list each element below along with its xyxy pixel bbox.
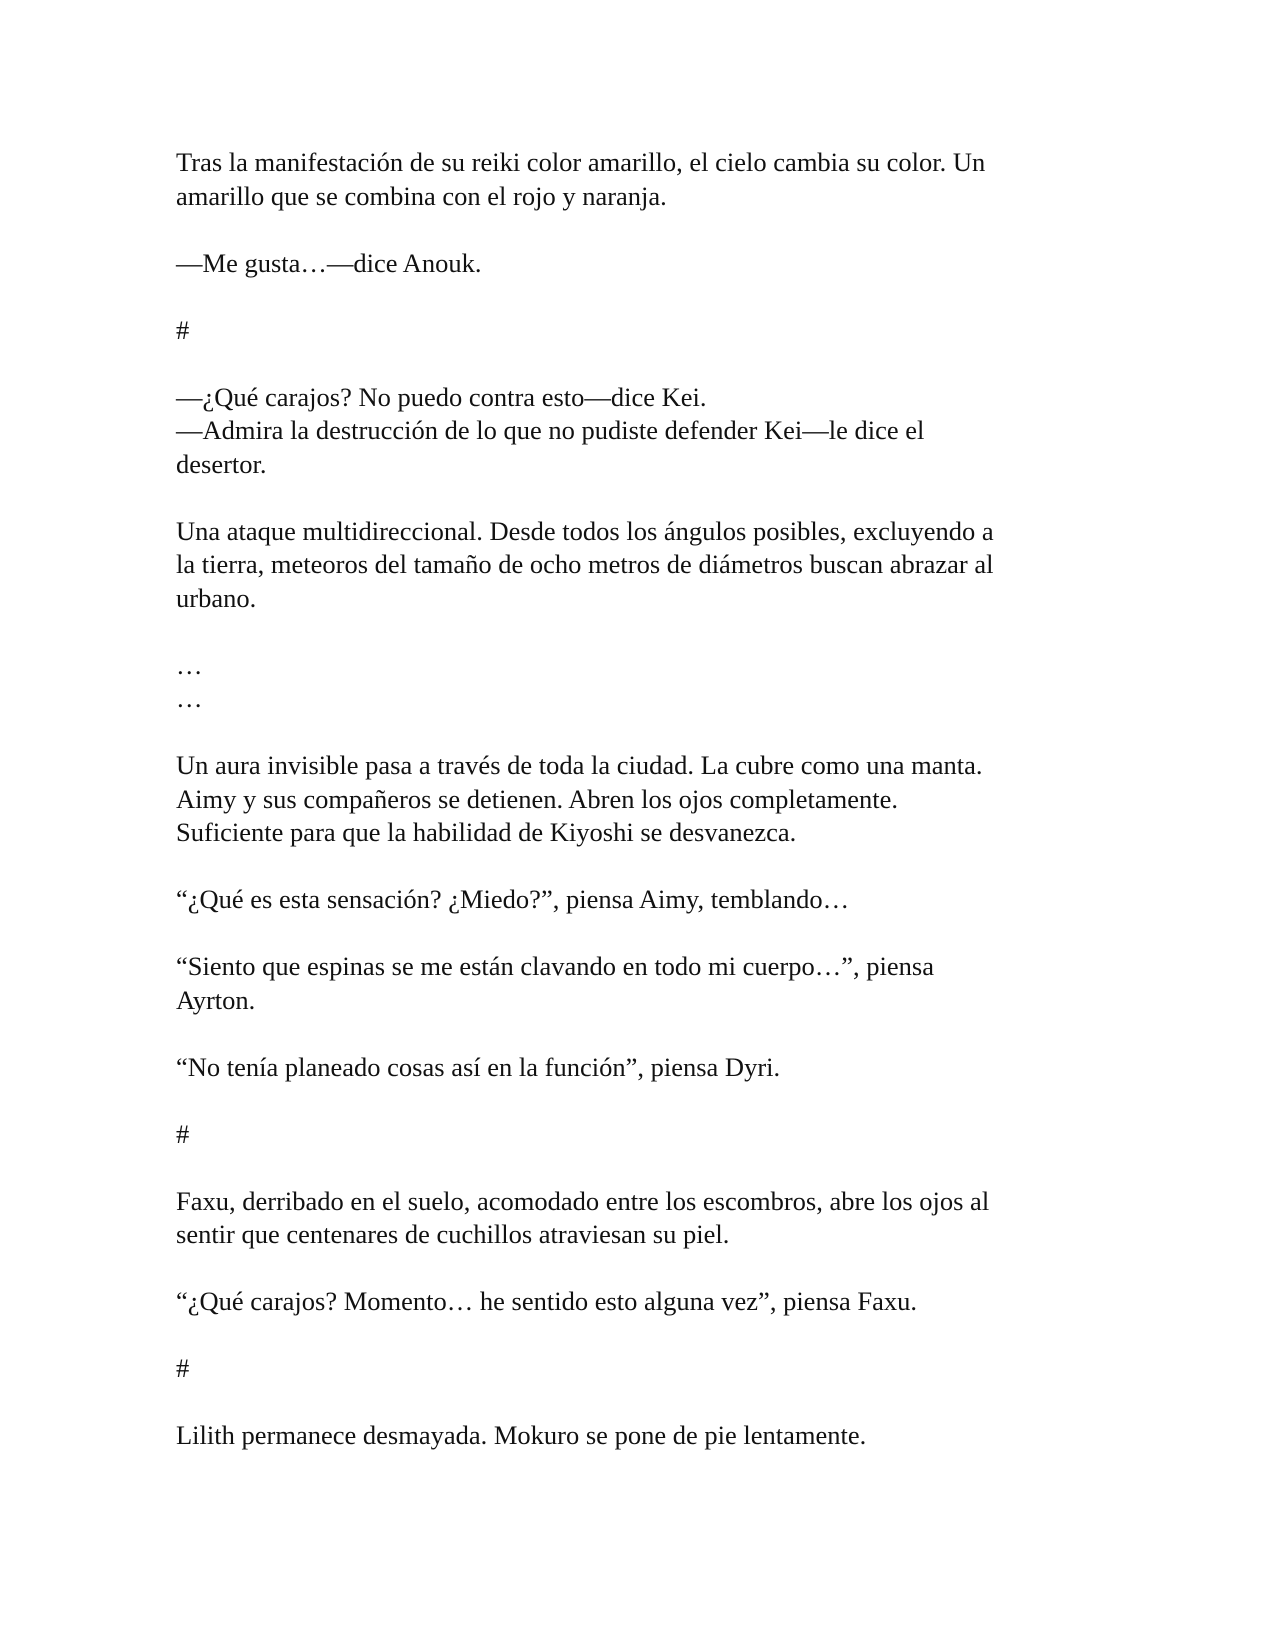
text-line: urbano. xyxy=(176,582,257,613)
text-line: Aimy y sus compañeros se detienen. Abren los ojos completamente. xyxy=(176,783,898,814)
text-line: … xyxy=(176,649,203,680)
paragraph-15 xyxy=(176,1419,1091,1453)
text-line: Faxu, derribado en el suelo, acomodado entre los escombros, abre los ojos al xyxy=(176,1185,990,1216)
text-line: Una ataque multidireccional. Desde todos los ángulos posibles, excluyendo a xyxy=(176,515,994,546)
paragraph-10 xyxy=(176,1051,1091,1085)
text-line: “¿Qué carajos? Momento… he sentido esto alguna vez”, piensa Faxu. xyxy=(176,1286,918,1316)
paragraph-2 xyxy=(176,247,1091,281)
text-line: —Me gusta…—dice Anouk. xyxy=(176,247,482,278)
text-line: # xyxy=(176,1118,190,1149)
text-line: … xyxy=(176,683,203,713)
text-line: # xyxy=(176,1353,190,1383)
paragraph-12 xyxy=(176,1185,1091,1252)
text-line: “Siento que espinas se me están clavando en todo mi cuerpo…”, piensa xyxy=(176,951,934,981)
text-line: Tras la manifestación de su reiki color amarillo, el cielo cambia su color. Un xyxy=(176,147,986,177)
paragraph-13 xyxy=(176,1285,1091,1319)
text-line: “¿Qué es esta sensación? ¿Miedo?”, piensa Aimy, temblando… xyxy=(176,884,850,914)
ellipsis-break xyxy=(176,649,1091,716)
text-line: Ayrton. xyxy=(176,984,256,1015)
paragraph-8 xyxy=(176,883,1091,917)
paragraph-4 xyxy=(176,381,1091,482)
text-line: Suficiente para que la habilidad de Kiyoshi se desvanezca. xyxy=(176,817,797,847)
text-line: Lilith permanece desmayada. Mokuro se pone de pie lentamente. xyxy=(176,1420,867,1450)
scene-break xyxy=(176,314,1091,348)
text-line: la tierra, meteoros del tamaño de ocho metros de diámetros buscan abrazar al xyxy=(176,549,994,579)
scene-break xyxy=(176,1118,1091,1152)
text-line: “No tenía planeado cosas así en la función”, piensa Dyri. xyxy=(176,1051,781,1082)
text-line: —¿Qué carajos? No puedo contra esto—dice Kei. xyxy=(176,381,707,412)
paragraph-1 xyxy=(176,146,1091,213)
paragraph-7 xyxy=(176,749,1091,850)
text-line: desertor. xyxy=(176,448,267,479)
text-line: # xyxy=(176,314,190,345)
scene-break xyxy=(176,1352,1091,1386)
text-line: —Admira la destrucción de lo que no pudiste defender Kei—le dice el xyxy=(176,415,925,445)
text-line: amarillo que se combina con el rojo y naranja. xyxy=(176,180,667,211)
document-body xyxy=(176,146,1091,1453)
text-line: Un aura invisible pasa a través de toda la ciudad. La cubre como una manta. xyxy=(176,750,983,780)
text-line: sentir que centenares de cuchillos atraviesan su piel. xyxy=(176,1219,730,1249)
paragraph-5 xyxy=(176,515,1091,616)
paragraph-9 xyxy=(176,950,1091,1017)
